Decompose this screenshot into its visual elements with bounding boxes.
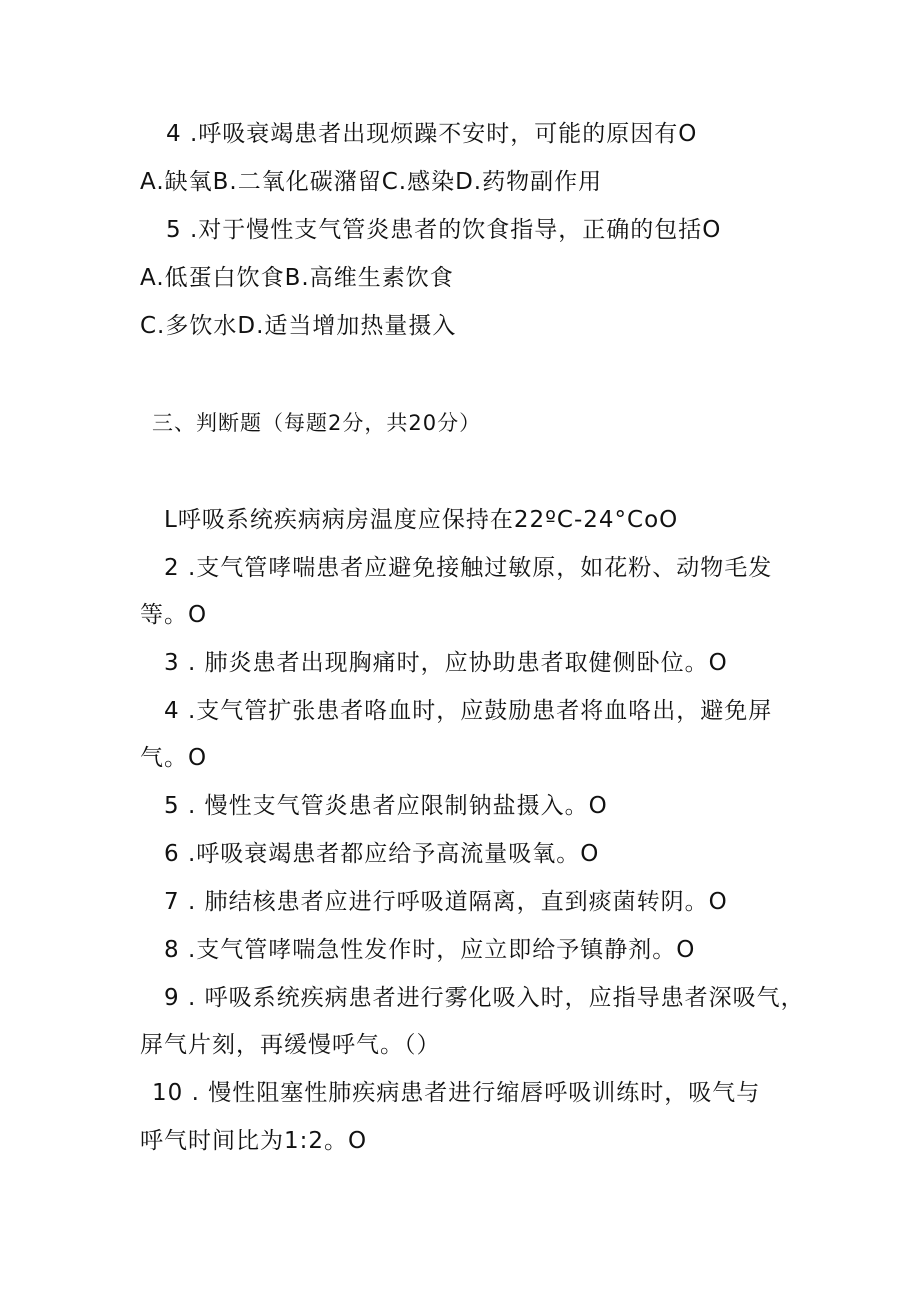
question-4-options: A.缺氧B.二氧化碳潴留C.感染D.药物副作用	[140, 169, 603, 195]
tf-item-9: 9 . 呼吸系统疾病患者进行雾化吸入时，应指导患者深吸气，	[164, 985, 805, 1011]
tf-item-2-cont: 等。O	[140, 602, 208, 628]
tf-item-4-cont: 气。O	[140, 745, 208, 771]
question-4-stem: 4 .呼吸衰竭患者出现烦躁不安时，可能的原因有O	[166, 121, 698, 147]
question-5-stem: 5 .对于慢性支气管炎患者的饮食指导，正确的包括O	[166, 217, 722, 243]
tf-item-6: 6 .呼吸衰竭患者都应给予高流量吸氧。O	[164, 841, 600, 867]
tf-item-10-cont: 呼气时间比为1:2。O	[140, 1128, 368, 1154]
tf-item-8: 8 .支气管哮喘急性发作时，应立即给予镇静剂。O	[164, 937, 696, 963]
tf-item-1: L呼吸系统疾病病房温度应保持在22ºC-24°CoO	[164, 507, 679, 533]
tf-item-3: 3 . 肺炎患者出现胸痛时，应协助患者取健侧卧位。O	[164, 650, 728, 676]
tf-item-9-cont: 屏气片刻，再缓慢呼气。（）	[140, 1032, 441, 1058]
question-5-options-cd: C.多饮水D.适当增加热量摄入	[140, 313, 457, 339]
tf-item-4: 4 .支气管扩张患者咯血时，应鼓励患者将血咯出，避免屏	[164, 698, 773, 724]
tf-item-7: 7 . 肺结核患者应进行呼吸道隔离，直到痰菌转阴。O	[164, 889, 728, 915]
section-3-heading: 三、判断题（每题2分，共20分）	[152, 411, 482, 435]
question-5-options-ab: A.低蛋白饮食B.高维生素饮食	[140, 265, 454, 291]
tf-item-10: 10 . 慢性阻塞性肺疾病患者进行缩唇呼吸训练时，吸气与	[152, 1080, 761, 1106]
tf-item-5: 5 . 慢性支气管炎患者应限制钠盐摄入。O	[164, 793, 608, 819]
tf-item-2: 2 .支气管哮喘患者应避免接触过敏原，如花粉、动物毛发	[164, 555, 773, 581]
